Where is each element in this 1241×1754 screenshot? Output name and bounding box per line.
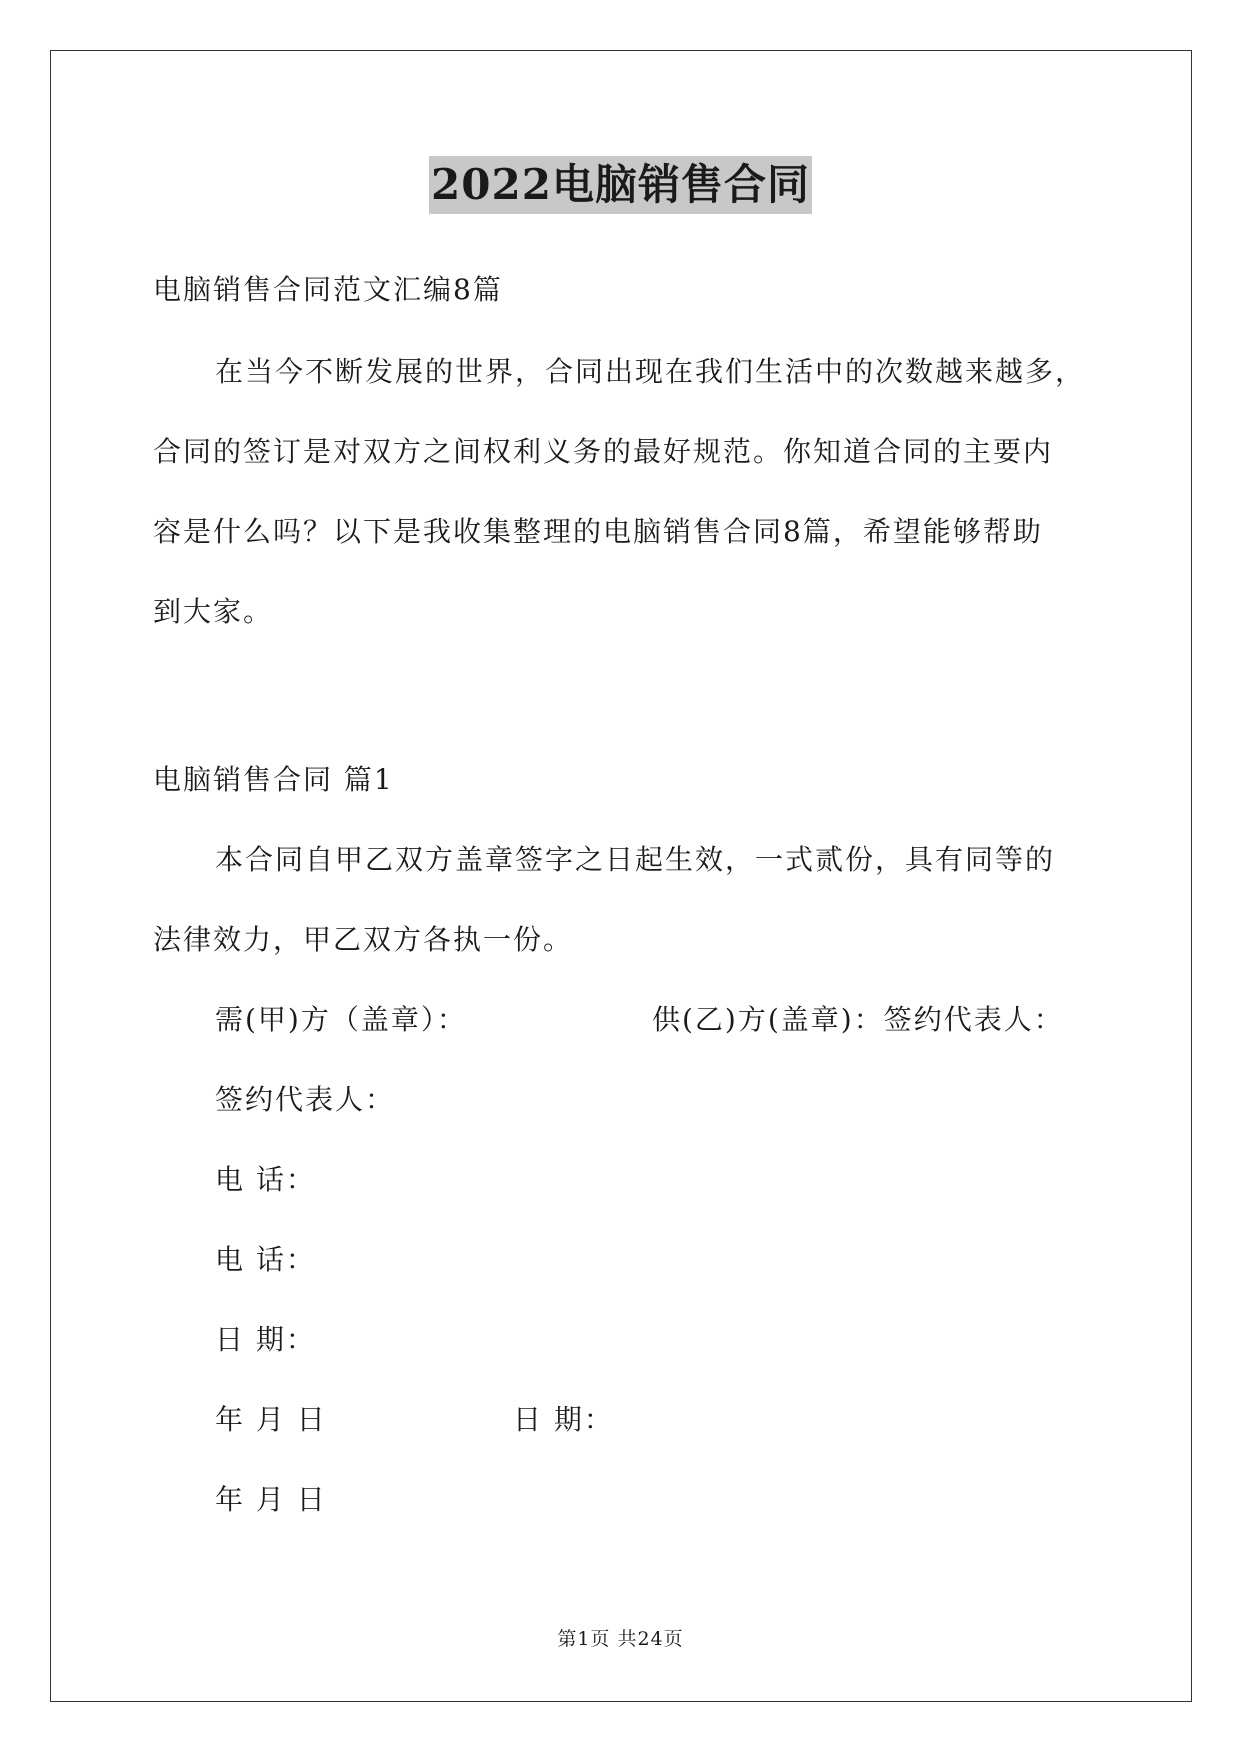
ymd-field-1: 年 月 日 [215,1403,327,1436]
intro-line-3: 容是什么吗？以下是我收集整理的电脑销售合同8篇，希望能够帮助 [153,515,1043,548]
title-wrapper [0,156,1241,214]
intro-line-1: 在当今不断发展的世界，合同出现在我们生活中的次数越来越多， [215,355,1086,388]
party-b-label: 供(乙)方(盖章)：签约代表人： [652,1003,1064,1036]
phone-field-1: 电 话： [215,1163,316,1196]
page-footer: 第1页 共24页 [557,1628,684,1650]
section-body-line-1: 本合同自甲乙双方盖章签字之日起生效，一式贰份，具有同等的 [215,843,1056,876]
party-a-label: 需(甲)方（盖章）： [215,1003,467,1036]
date-field-1: 日 期： [215,1323,316,1356]
document-title: 2022电脑销售合同 [429,156,812,214]
phone-field-2: 电 话： [215,1243,316,1276]
section-heading: 电脑销售合同 篇1 [153,763,394,796]
date-field-2: 日 期： [513,1403,614,1436]
intro-line-4: 到大家。 [153,595,274,628]
section-body-line-2: 法律效力，甲乙双方各执一份。 [153,923,574,956]
intro-line-2: 合同的签订是对双方之间权利义务的最好规范。你知道合同的主要内 [153,435,1054,468]
document-subtitle: 电脑销售合同范文汇编8篇 [153,273,503,306]
ymd-field-2: 年 月 日 [215,1483,327,1516]
sign-representative: 签约代表人： [215,1083,396,1116]
